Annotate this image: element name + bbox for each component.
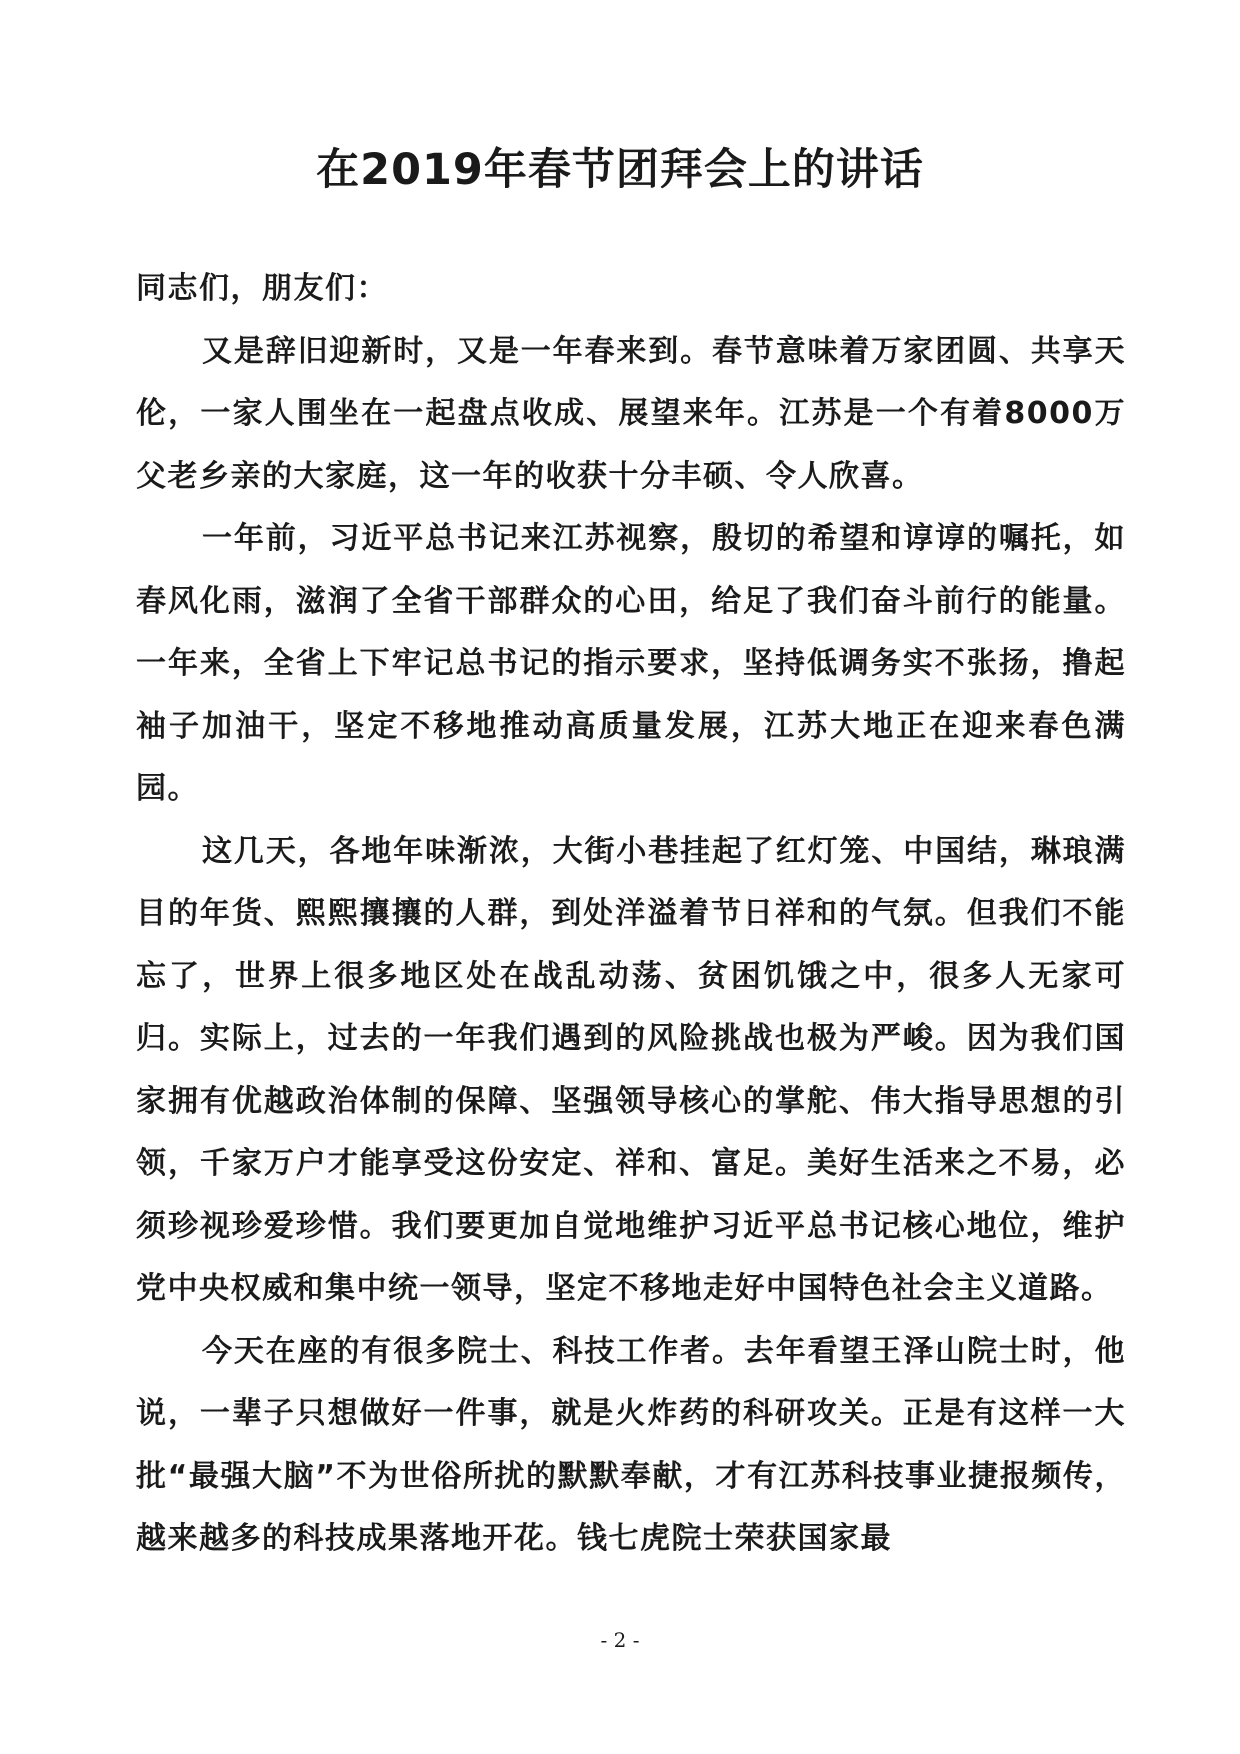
document-body [136, 258, 1126, 1571]
page-number: - 2 - [600, 1628, 640, 1652]
salutation: 同志们，朋友们： [136, 271, 388, 306]
paragraph-2: 一年前，习近平总书记来江苏视察，殷切的希望和谆谆的嘱托，如春风化雨，滋润了全省干部群众的心田，给足了我们奋斗前行的能量。一年来，全省上下牢记总书记的指示要求，坚持低调务实不张扬，撸起袖子加油干，坚定不移地推动高质量发展，江苏大地正在迎来春色满园。 [136, 521, 1126, 806]
paragraph-3: 这几天，各地年味渐浓，大街小巷挂起了红灯笼、中国结，琳琅满目的年货、熙熙攘攘的人群，到处洋溢着节日祥和的气氛。但我们不能忘了，世界上很多地区处在战乱动荡、贫困饥饿之中，很多人无家可归。实际上，过去的一年我们遇到的风险挑战也极为严峻。因为我们国家拥有优越政治体制的保障、坚强领导核心的掌舵、伟大指导思想的引领，千家万户才能享受这份安定、祥和、富足。美好生活来之不易，必须珍视珍爱珍惜。我们要更加自觉地维护习近平总书记核心地位，维护党中央权威和集中统一领导，坚定不移地走好中国特色社会主义道路。 [136, 833, 1126, 1306]
paragraph-1: 又是辞旧迎新时，又是一年春来到。春节意味着万家团圆、共享天伦，一家人围坐在一起盘点收成、展望来年。江苏是一个有着8000万父老乡亲的大家庭，这一年的收获十分丰硕、令人欣喜。 [136, 333, 1126, 494]
document-title: 在2019年春节团拜会上的讲话 [316, 145, 924, 195]
paragraph-4: 今天在座的有很多院士、科技工作者。去年看望王泽山院士时，他说，一辈子只想做好一件事，就是火炸药的科研攻关。正是有这样一大批“最强大脑”不为世俗所扰的默默奉献，才有江苏科技事业捷报频传，越来越多的科技成果落地开花。钱七虎院士荣获国家最 [136, 1333, 1126, 1556]
